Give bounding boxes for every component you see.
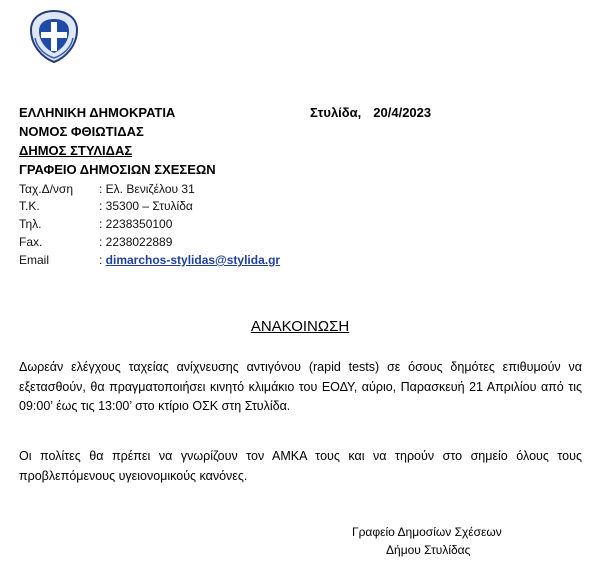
office-heading: ΓΡΑΦΕΙΟ ΔΗΜΟΣΙΩΝ ΣΧΕΣΕΩΝ [19, 162, 216, 177]
email-prefix: : [99, 253, 106, 267]
contact-label: Τηλ. [19, 217, 42, 231]
country-heading: ΕΛΛΗΝΙΚΗ ΔΗΜΟΚΡΑΤΙΑ [19, 105, 176, 120]
contact-value: : Ελ. Βενιζέλου 31 [99, 182, 195, 196]
signature-office: Γραφείο Δημοσίων Σχέσεων [352, 525, 502, 539]
document-date: 20/4/2023 [373, 105, 432, 120]
contact-value: : 2238350100 [99, 217, 173, 231]
signature-municipality: Δήμου Στυλίδας [386, 543, 471, 557]
announcement-title: ΑΝΑΚΟΙΝΩΣΗ [250, 318, 350, 335]
contact-value: : 2238022889 [99, 235, 173, 249]
place-name: Στυλίδα, [310, 105, 362, 120]
announcement-paragraph: Οι πολίτες θα πρέπει να γνωρίζουν τον ΑΜΚΑ τους και να τηρούν στο σημείο όλους τους προβλεπόμενους υγειονομικούς κανόνες. [19, 449, 582, 483]
contact-label: Τ.Κ. [19, 199, 40, 213]
contact-label: Email [19, 253, 50, 267]
contact-label: Fax. [19, 235, 43, 249]
contact-label: Ταχ.Δ/νση [19, 182, 74, 196]
contact-value: : 35300 – Στυλίδα [99, 199, 193, 213]
contact-email-value [99, 253, 280, 268]
email-link[interactable]: dimarchos-stylidas@stylida.gr [105, 253, 281, 267]
greek-coat-of-arms-emblem [27, 8, 81, 64]
announcement-paragraph: Δωρεάν ελέγχους ταχείας ανίχνευσης αντιγόνου (rapid tests) σε όσους δημότες επιθυμούν να εξετασθούν, θα πραγματοποιήσει κινητό κλιμάκιο του ΕΟΔΥ, αύριο, Παρασκευή 21 Απριλίου από τις 09:00’ έως τις 13:00’ στο κτίριο ΟΣΚ στη Στυλίδα. [19, 360, 582, 413]
prefecture-heading: ΝΟΜΟΣ ΦΘΙΩΤΙΔΑΣ [19, 124, 144, 139]
municipality-heading: ΔΗΜΟΣ ΣΤΥΛΙΔΑΣ [19, 143, 133, 158]
place-date [310, 105, 431, 120]
